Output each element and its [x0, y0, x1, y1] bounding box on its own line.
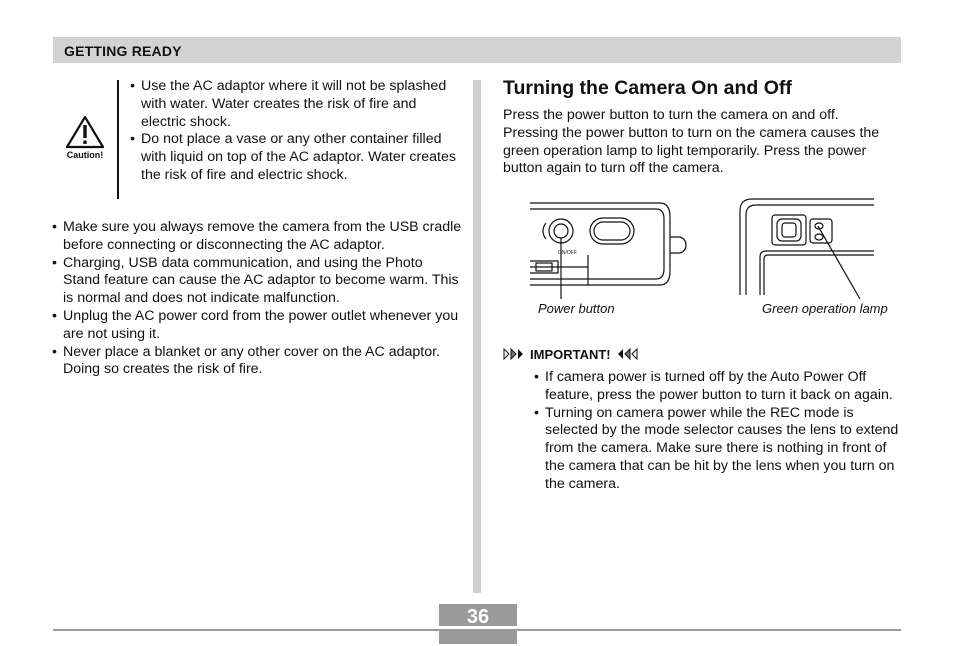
list-item: • Turning on camera power while the REC mode is selected by the mode selector causes the lens to extend from the camera. Make sure there is nothing in front of the camera that can be hit by the lens when you turn on the camera.	[534, 405, 899, 494]
caution-list	[130, 78, 460, 185]
list-item: • Use the AC adaptor where it will not be splashed with water. Water creates the risk of fire and electric shock.	[130, 78, 460, 131]
warning-triangle-icon	[64, 114, 106, 150]
section-header-title: GETTING READY	[64, 43, 182, 59]
camera-top-view-drawing	[528, 195, 900, 299]
list-item: • Charging, USB data communication, and using the Photo Stand feature can cause the AC adaptor to become warm. This is normal and does not indicate malfunction.	[52, 255, 462, 308]
list-item: • Do not place a vase or any other container filled with liquid on top of the AC adaptor. Water creates the risk of fire and electric shock.	[130, 131, 460, 184]
caution-block	[64, 114, 106, 164]
caution-label: Caution!	[66, 150, 104, 160]
section-header-bar	[53, 37, 901, 63]
page-title: Turning the Camera On and Off	[503, 77, 792, 99]
page-number-tab	[439, 604, 517, 644]
important-heading	[503, 346, 638, 362]
important-list	[534, 369, 899, 494]
column-divider	[473, 80, 481, 593]
list-item: • If camera power is turned off by the Auto Power Off feature, press the power button to turn it back on again.	[534, 369, 899, 405]
camera-illustration	[528, 195, 900, 325]
left-arrows-icon	[503, 348, 525, 360]
page-number: 36	[466, 606, 490, 628]
operation-lamp-caption: Green operation lamp	[762, 301, 888, 316]
list-item: • Unplug the AC power cord from the power outlet whenever you are not using it.	[52, 308, 462, 344]
adaptor-notes-list	[52, 219, 462, 379]
list-item: • Make sure you always remove the camera from the USB cradle before connecting or disconnecting the AC adaptor.	[52, 219, 462, 255]
right-arrows-icon	[616, 348, 638, 360]
intro-paragraph: Press the power button to turn the camera on and off. Pressing the power button to turn on the camera causes the green operation lamp to light temporarily. Press the power button again to turn off the camera.	[503, 107, 880, 177]
important-label: IMPORTANT!	[530, 346, 611, 362]
list-item: • Never place a blanket or any other cover on the AC adaptor. Doing so creates the risk of fire.	[52, 344, 462, 380]
onoff-label: ON/OFF	[558, 250, 577, 256]
caution-rule	[117, 80, 119, 199]
power-button-caption: Power button	[538, 301, 615, 316]
